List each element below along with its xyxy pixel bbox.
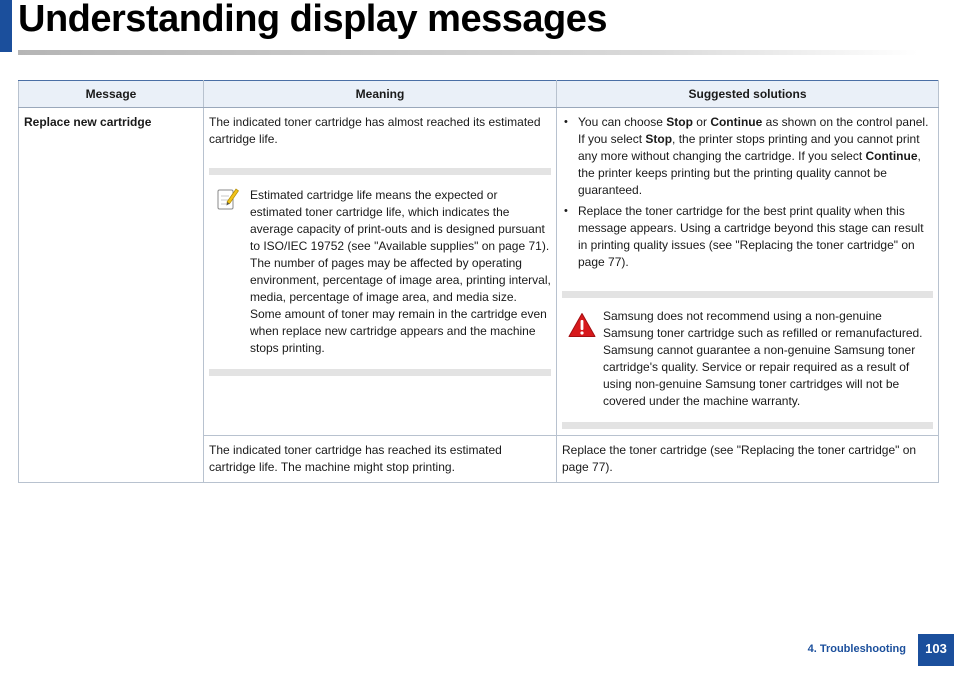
- pencil-note-icon: [217, 187, 239, 211]
- warning-box: [562, 291, 933, 429]
- solutions-cell: Replace the toner cartridge (see "Replacing the toner cartridge" on page 77).: [557, 436, 939, 483]
- warning-text: Samsung does not recommend using a non-genuine Samsung toner cartridge such as refilled or remanufactured. Samsung cannot guarantee a non-genuine Samsung toner cartridge's quality. Service or repair required as a result of using non-genuine Samsung toner cartridges will not be covered under the machine warranty.: [603, 309, 923, 408]
- header-meaning: Meaning: [204, 81, 557, 108]
- solutions-cell: [557, 108, 939, 436]
- page-title: Understanding display messages: [18, 0, 607, 40]
- message-cell: Replace new cartridge: [19, 108, 204, 483]
- page-number: 103: [918, 634, 954, 666]
- solutions-list: [562, 114, 933, 271]
- meaning-text: The indicated toner cartridge has almost reached its estimated cartridge life.: [209, 115, 541, 146]
- note-text: Estimated cartridge life means the expected or estimated toner cartridge life, which indicates the average capacity of print-outs and is designed pursuant to ISO/IEC 19752 (see "Available supplies" on page 71). The number of pages may be affected by operating environment, percentage of image area, printing interval, media, percentage of image area, and media size. Some amount of toner may remain in the cartridge even when replace new cartridge appears and the machine stops printing.: [250, 188, 551, 355]
- title-accent-bar: [0, 0, 12, 52]
- title-underline: [18, 50, 918, 55]
- list-item: • Replace the toner cartridge for the best print quality when this message appears. Using a cartridge beyond this stage can result in printing quality issues (see "Replacing the toner cartridge" on page 77).: [578, 203, 933, 271]
- warning-triangle-icon: [568, 312, 596, 338]
- header-message: Message: [19, 81, 204, 108]
- header-suggested-solutions: Suggested solutions: [557, 81, 939, 108]
- display-messages-table: [18, 80, 939, 483]
- table-row: [19, 108, 939, 436]
- meaning-cell: [204, 108, 557, 436]
- footer-section-label: 4. Troubleshooting: [807, 643, 906, 655]
- note-box: [209, 168, 551, 376]
- meaning-cell: The indicated toner cartridge has reached its estimated cartridge life. The machine might stop printing.: [204, 436, 557, 483]
- list-item: • You can choose Stop or Continue as shown on the control panel. If you select Stop, the printer stops printing and you cannot print any more without changing the cartridge. If you select Continue, the printer keeps printing but the printing quality cannot be guaranteed.: [578, 114, 933, 199]
- table-header-row: [19, 81, 939, 108]
